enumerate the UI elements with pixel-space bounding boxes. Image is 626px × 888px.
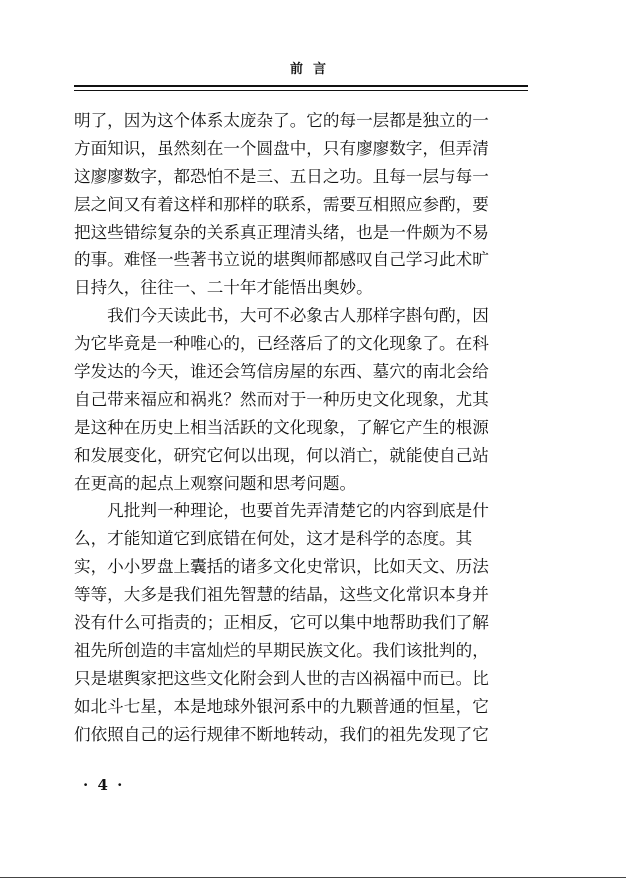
- text-line: 只是堪舆家把这些文化附会到人世的吉凶祸福中而已。比: [74, 668, 489, 688]
- header-rule-thick: [74, 85, 528, 87]
- header-rule-thin: [74, 90, 528, 91]
- text-line: 方面知识，虽然刻在一个圆盘中，只有廖廖数字，但弄清: [74, 138, 489, 158]
- text-line: 在更高的起点上观察问题和思考问题。: [74, 473, 357, 493]
- text-line: 祖先所创造的丰富灿烂的早期民族文化。我们该批判的，: [74, 640, 489, 660]
- text-line: 学发达的今天，谁还会笃信房屋的东西、墓穴的南北会给: [74, 362, 489, 382]
- text-line: 是这种在历史上相当活跃的文化现象，了解它产生的根源: [74, 417, 489, 437]
- text-line: 的事。难怪一些著书立说的堪舆师都感叹自己学习此术旷: [74, 250, 489, 270]
- text-line: 为它毕竟是一种唯心的，已经落后了的文化现象了。在科: [74, 334, 489, 354]
- body-text: [74, 107, 528, 748]
- text-line: 自己带来福应和祸兆？然而对于一种历史文化现象，尤其: [74, 389, 489, 409]
- text-line: 凡批判一种理论，也要首先弄清楚它的内容到底是什: [74, 501, 489, 521]
- text-line: 层之间又有着这样和那样的联系，需要互相照应参酌，要: [74, 194, 489, 214]
- text-line: 实，小小罗盘上囊括的诸多文化史常识，比如天文、历法: [74, 557, 489, 577]
- page-header-title: 前言: [289, 62, 336, 77]
- text-line: 这廖廖数字，都恐怕不是三、五日之功。且每一层与每一: [74, 166, 489, 186]
- text-line: 如北斗七星，本是地球外银河系中的九颗普通的恒星，它: [74, 696, 489, 716]
- text-line: 把这些错综复杂的关系真正理清头绪，也是一件颇为不易: [74, 222, 489, 242]
- text-line: 们依照自己的运行规律不断地转动，我们的祖先发现了它: [74, 724, 489, 744]
- page-number: · 4 ·: [83, 776, 125, 794]
- text-line: 明了，因为这个体系太庞杂了。它的每一层都是独立的一: [74, 111, 489, 130]
- text-line: 没有什么可指责的；正相反，它可以集中地帮助我们了解: [74, 613, 489, 633]
- text-line: 我们今天读此书，大可不必象古人那样字斟句酌，因: [74, 306, 489, 326]
- text-line: 和发展变化，研究它何以出现，何以消亡，就能使自己站: [74, 445, 489, 465]
- text-line: 等等，大多是我们祖先智慧的结晶，这些文化常识本身并: [74, 585, 489, 605]
- text-line: 么，才能知道它到底错在何处，这才是科学的态度。其: [74, 529, 473, 549]
- text-line: 日持久，往往一、二十年才能悟出奥妙。: [74, 278, 373, 298]
- page-bottom-edge: [0, 877, 626, 878]
